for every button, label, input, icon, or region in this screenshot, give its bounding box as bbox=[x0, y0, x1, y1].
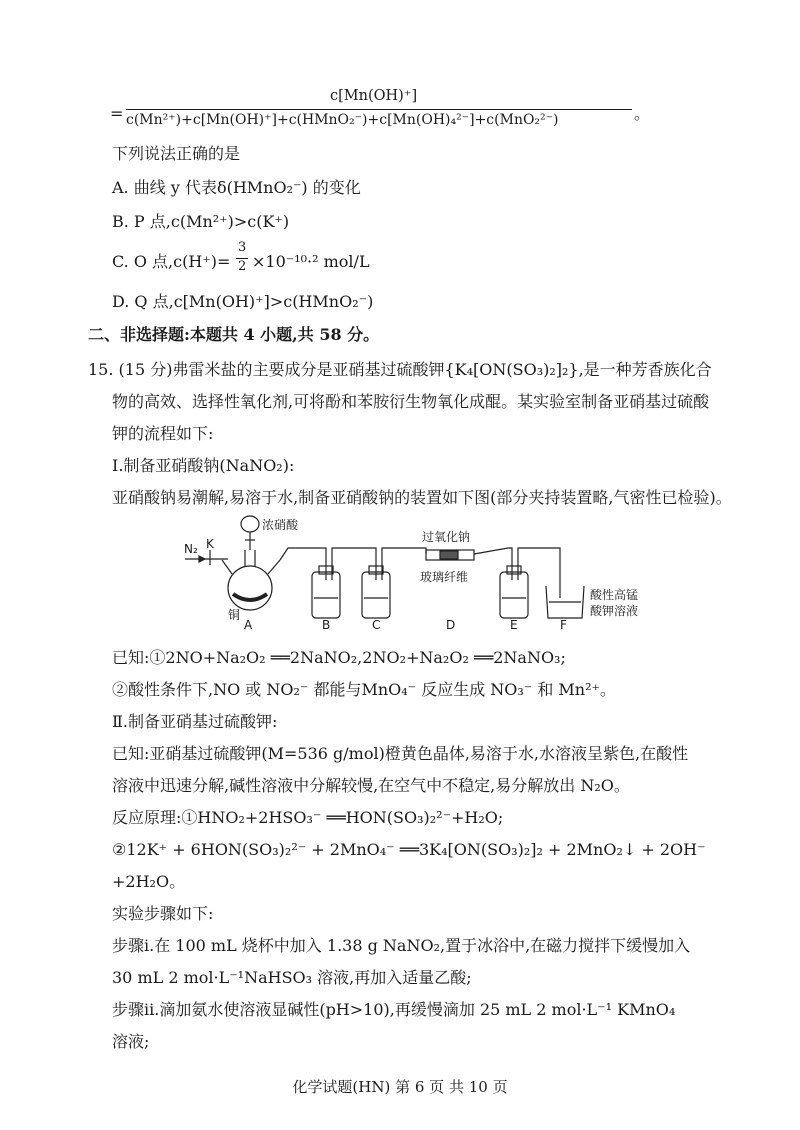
step-1b: 30 mL 2 mol·L⁻¹NaHSO₃ 溶液,再加入适量乙酸; bbox=[112, 968, 472, 987]
q15-line2: 物的高效、选择性氧化剂,可将酚和苯胺衍生物氧化成醌。某实验室制备亚硝基过硫酸 bbox=[112, 392, 710, 411]
label-conc-nitric-acid: 浓硝酸 bbox=[262, 518, 299, 532]
label-sodium-peroxide: 过氧化钠 bbox=[422, 530, 471, 544]
letter-c: C bbox=[372, 618, 381, 632]
step-2b: 溶液; bbox=[112, 1032, 150, 1051]
option-b: B. P 点,c(Mn²⁺)>c(K⁺) bbox=[112, 212, 290, 231]
label-copper: 铜 bbox=[228, 608, 241, 622]
step-2a: 步骤ⅱ.滴加氨水使溶液显碱性(pH>10),再缓慢滴加 25 mL 2 mol·L⁻¹ KMnO₄ bbox=[112, 1000, 676, 1019]
fraction-prefix: = bbox=[110, 104, 124, 123]
part1-title: Ⅰ.制备亚硝酸钠(NaNO₂): bbox=[112, 456, 295, 475]
known-4: 溶液中迅速分解,碱性溶液中分解较慢,在空气中不稳定,易分解放出 N₂O。 bbox=[112, 776, 630, 795]
reaction-1: 反应原理:①HNO₂+2HSO₃⁻ ══HON(SO₃)₂²⁻+H₂O; bbox=[112, 808, 504, 827]
label-n2: N₂ bbox=[184, 542, 198, 556]
option-c-text: C. O 点,c(H⁺)= bbox=[112, 252, 231, 271]
letter-b: B bbox=[322, 618, 331, 632]
option-c-tail: ×10⁻¹⁰·² mol/L bbox=[252, 252, 370, 271]
section-title: 二、非选择题:本题共 4 小题,共 58 分。 bbox=[88, 325, 380, 344]
part2-title: Ⅱ.制备亚硝基过硫酸钾: bbox=[112, 712, 278, 731]
label-kmno4-line2: 酸钾溶液 bbox=[590, 604, 639, 618]
q15-line3: 钾的流程如下: bbox=[112, 424, 214, 443]
arrow-icon bbox=[199, 556, 205, 562]
label-k: K bbox=[206, 537, 214, 551]
letter-a: A bbox=[244, 618, 253, 632]
apparatus-drawing bbox=[0, 510, 800, 635]
flask-a bbox=[228, 566, 272, 610]
option-d: D. Q 点,c[Mn(OH)⁺]>c(HMnO₂⁻) bbox=[112, 292, 374, 311]
label-kmno4-line1: 酸性高锰 bbox=[590, 588, 639, 602]
fraction-suffix: 。 bbox=[634, 104, 651, 123]
reaction-2b: +2H₂O。 bbox=[112, 872, 186, 891]
part1-text: 亚硝酸钠易潮解,易溶于水,制备亚硝酸钠的装置如下图(部分夹持装置略,气密性已检验)。 bbox=[112, 488, 732, 507]
bottle-e bbox=[500, 572, 528, 618]
page-footer: 化学试题(HN) 第 6 页 共 10 页 bbox=[292, 1078, 508, 1096]
letter-f: F bbox=[560, 618, 567, 632]
known-2: ②酸性条件下,NO 或 NO₂⁻ 都能与MnO₄⁻ 反应生成 NO₃⁻ 和 Mn²⁺。 bbox=[112, 680, 616, 699]
option-a: A. 曲线 y 代表δ(HMnO₂⁻) 的变化 bbox=[112, 178, 361, 197]
question-stem: 下列说法正确的是 bbox=[112, 144, 241, 163]
reaction-2a: ②12K⁺ + 6HON(SO₃)₂²⁻ + 2MnO₄⁻ ══3K₄[ON(SO₃)₂]₂ + 2MnO₂↓ + 2OH⁻ bbox=[112, 840, 706, 859]
known-3: 已知:亚硝基过硫酸钾(M=536 g/mol)橙黄色晶体,易溶于水,水溶液呈紫色,在酸性 bbox=[112, 744, 689, 763]
known-1: 已知:①2NO+Na₂O₂ ══2NaNO₂,2NO₂+Na₂O₂ ══2NaNO₃; bbox=[112, 648, 566, 667]
letter-e: E bbox=[510, 618, 518, 632]
steps-title: 实验步骤如下: bbox=[112, 904, 214, 923]
fraction-numerator: c[Mn(OH)⁺] bbox=[330, 88, 418, 104]
apparatus-diagram bbox=[0, 510, 800, 635]
step-1a: 步骤ⅰ.在 100 mL 烧杯中加入 1.38 g NaNO₂,置于冰浴中,在磁力搅拌下缓慢加入 bbox=[112, 936, 691, 955]
option-c-frac-num: 3 bbox=[238, 240, 247, 255]
fraction-bar bbox=[126, 109, 632, 110]
fraction-denominator: c(Mn²⁺)+c[Mn(OH)⁺]+c(HMnO₂⁻)+c[Mn(OH)₄²⁻]+c(MnO₂²⁻) bbox=[126, 112, 559, 128]
q15-line1: 15. (15 分)弗雷米盐的主要成分是亚硝基过硫酸钾{K₄[ON(SO₃)₂]₂},是一种芳香族化合 bbox=[88, 360, 712, 379]
separatory-funnel bbox=[241, 516, 259, 532]
option-c-frac-den: 2 bbox=[238, 259, 247, 274]
sodium-peroxide bbox=[440, 551, 458, 559]
letter-d: D bbox=[446, 618, 456, 632]
copper-pieces bbox=[233, 594, 267, 600]
label-glass-fiber: 玻璃纤维 bbox=[420, 570, 469, 584]
